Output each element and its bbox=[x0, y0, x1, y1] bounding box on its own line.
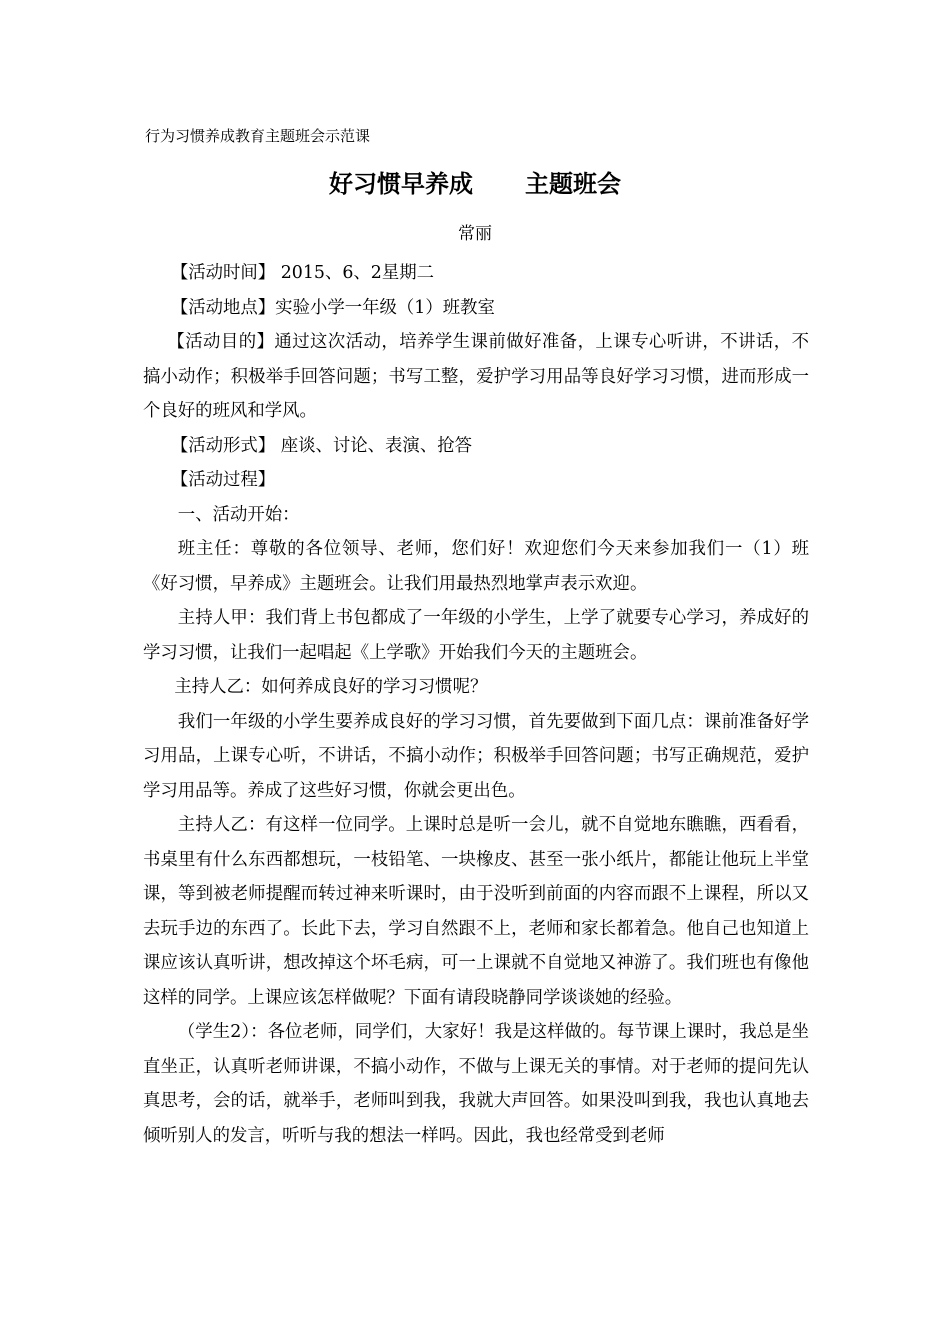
document-title bbox=[0, 168, 950, 200]
paragraph: 主持人乙：如何养成良好的学习习惯呢？ bbox=[174, 677, 488, 697]
author-name: 常丽 bbox=[458, 224, 492, 244]
title-part-1: 好习惯早养成 bbox=[329, 170, 473, 198]
paragraph: 我们一年级的小学生要养成良好的学习习惯，首先要做到下面几点：课前准备好学习用品，上课专心听，不讲话，不搞小动作；积极举手回答问题；书写正确规范，爱护学习用品等。养成了这些好习惯，你就会更出色。 bbox=[143, 711, 809, 801]
paragraph: 一、活动开始： bbox=[177, 504, 300, 525]
activity-form: 【活动形式】 座谈、讨论、表演、抢答 bbox=[170, 435, 472, 456]
document-body bbox=[143, 256, 809, 1153]
activity-time: 【活动时间】 2015、6、2星期二 bbox=[170, 263, 435, 283]
paragraph: 主持人甲：我们背上书包都成了一年级的小学生，上学了就要专心学习，养成好的学习习惯，让我们一起唱起《上学歌》开始我们今天的主题班会。 bbox=[143, 608, 809, 663]
activity-process: 【活动过程】 bbox=[170, 470, 276, 490]
activity-place: 【活动地点】实验小学一年级（1）班教室 bbox=[170, 297, 495, 318]
paragraph: （学生2）：各位老师，同学们，大家好！我是这样做的。每节课上课时，我总是坐直坐正，认真听老师讲课，不搞小动作，不做与上课无关的事情。对于老师的提问先认真思考，会的话，就举手，老师叫到我，我就大声回答。如果没叫到我，我也认真地去倾听别人的发言，听听与我的想法一样吗。因此，我也经常受到老师 bbox=[143, 1022, 809, 1146]
paragraph: 班主任：尊敬的各位领导、老师，您们好！欢迎您们今天来参加我们一（1）班《好习惯，早养成》主题班会。让我们用最热烈地掌声表示欢迎。 bbox=[143, 539, 809, 594]
activity-goal: 【活动目的】通过这次活动，培养学生课前做好准备，上课专心听讲，不讲话，不搞小动作；积极举手回答问题；书写工整，爱护学习用品等良好学习习惯，进而形成一个良好的班风和学风。 bbox=[143, 332, 809, 421]
header-line: 行为习惯养成教育主题班会示范课 bbox=[145, 127, 371, 145]
title-part-2: 主题班会 bbox=[525, 170, 621, 198]
paragraph: 主持人乙：有这样一位同学。上课时总是听一会儿，就不自觉地东瞧瞧，西看看，书桌里有什么东西都想玩，一枝铅笔、一块橡皮、甚至一张小纸片，都能让他玩上半堂课，等到被老师提醒而转过神来听课时，由于没听到前面的内容而跟不上课程，所以又去玩手边的东西了。长此下去，学习自然跟不上，老师和家长都着急。他自己也知道上课应该认真听讲，想改掉这个坏毛病，可一上课就不自觉地又神游了。我们班也有像他这样的同学。上课应该怎样做呢？下面有请段晓静同学谈谈她的经验。 bbox=[143, 815, 809, 1008]
